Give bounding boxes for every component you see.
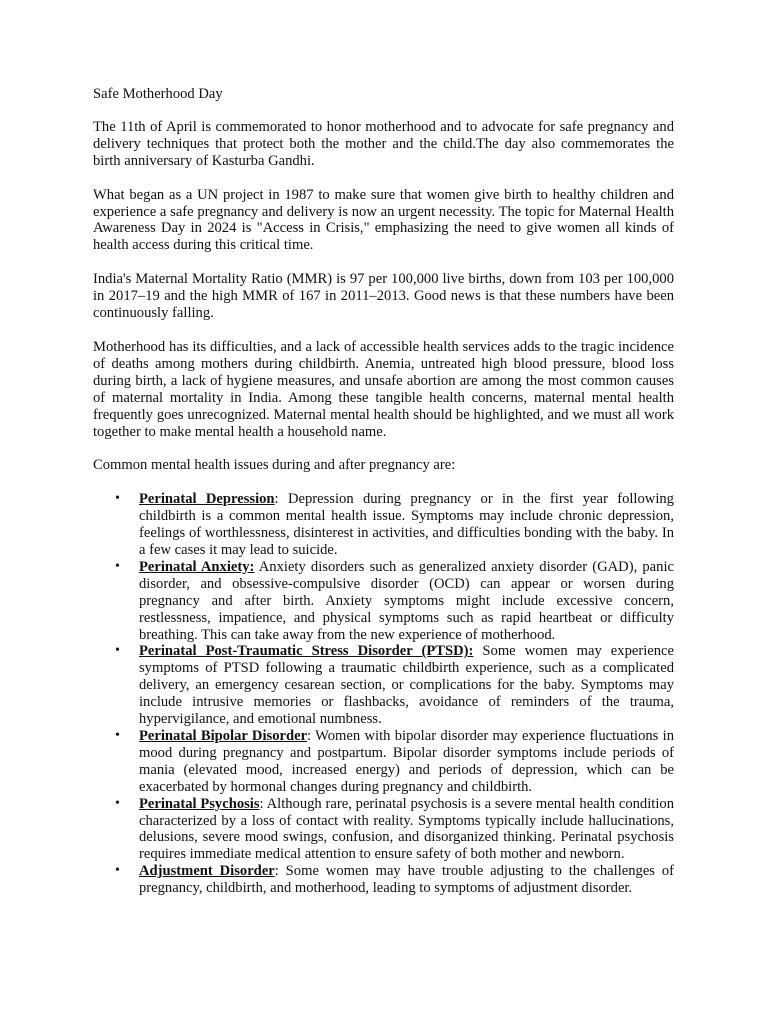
document-title: Safe Motherhood Day xyxy=(93,86,223,102)
bullet-icon: • xyxy=(115,795,120,811)
bullet-icon: • xyxy=(115,558,120,574)
paragraph-intro: The 11th of April is commemorated to honor motherhood and to advocate for safe pregnancy and delivery techniques that protect both the mother and the child.The day also commemorates the birth anniversary of Kasturba Gandhi. xyxy=(93,118,674,169)
issue-term: Perinatal Post-Traumatic Stress Disorder (PTSD): xyxy=(139,643,474,660)
list-item-perinatal-psychosis xyxy=(93,796,674,864)
issue-separator: : xyxy=(274,491,279,508)
issue-term: Perinatal Anxiety: xyxy=(139,558,255,575)
issue-description: Depression during pregnancy or in the first year following childbirth is a common mental health issue. Symptoms may include chronic depression, feelings of worthlessness, disinterest in activities, and difficulties bonding with the baby. In a few cases it may lead to suicide. xyxy=(139,491,674,559)
paragraph-history: What began as a UN project in 1987 to make sure that women give birth to healthy children and experience a safe pregnancy and delivery is now an urgent necessity. The topic for Maternal Health Awareness Day in 2024 is "Access in Crisis," emphasizing the need to give women all kinds of health access during this critical time. xyxy=(93,186,674,254)
mental-health-issues-list xyxy=(93,491,674,897)
list-item-perinatal-bipolar-disorder xyxy=(93,728,674,796)
list-item-adjustment-disorder xyxy=(93,863,674,897)
issue-term: Adjustment Disorder xyxy=(139,863,275,880)
bullet-icon: • xyxy=(115,728,120,743)
bullet-icon: • xyxy=(115,491,120,507)
paragraph-difficulties: Motherhood has its difficulties, and a lack of accessible health services adds to the tragic incidence of deaths among mothers during childbirth. Anemia, untreated high blood pressure, blood loss during birth, a lack of hygiene measures, and unsafe abortion are among the most common causes of maternal mortality in India. Among these tangible health concerns, maternal mental health frequently goes unrecognized. Maternal mental health should be highlighted, and we must all work together to make mental health a household name. xyxy=(93,338,674,440)
paragraph-mmr: India's Maternal Mortality Ratio (MMR) is 97 per 100,000 live births, down from 103 per 100,000 in 2017–19 and the high MMR of 167 in 2011–2013. Good news is that these numbers have been continuously falling. xyxy=(93,271,674,322)
list-item-perinatal-ptsd xyxy=(93,643,674,728)
issue-separator: : xyxy=(259,795,264,812)
issue-separator: : xyxy=(307,728,312,744)
issue-separator: : xyxy=(274,863,279,880)
issue-term: Perinatal Depression xyxy=(139,491,275,508)
document-body xyxy=(93,86,674,897)
issue-description: Some women may experience symptoms of PTSD following a traumatic childbirth experience, such as a complicated delivery, an emergency cesarean section, or complications for the baby. Symptoms may include intrusive memories or flashbacks, avoidance of reminders of the trauma, hypervigilance, and emotional numbness. xyxy=(139,643,674,728)
bullet-icon: • xyxy=(115,863,120,879)
issue-term: Perinatal Psychosis xyxy=(139,795,260,812)
issue-description: Some women may have trouble adjusting to the challenges of pregnancy, childbirth, and motherhood, leading to symptoms of adjustment disorder. xyxy=(139,863,674,897)
issue-description: Although rare, perinatal psychosis is a severe mental health condition characterized by a loss of contact with reality. Symptoms typically include hallucinations, delusions, severe mood swings, confusion, and disorganized thinking. Perinatal psychosis requires immediate medical attention to ensure safety of both mother and newborn. xyxy=(139,795,674,863)
bullet-icon: • xyxy=(115,643,120,659)
list-item-perinatal-anxiety xyxy=(93,559,674,644)
issue-description: Women with bipolar disorder may experience fluctuations in mood during pregnancy and postpartum. Bipolar disorder symptoms include periods of mania (elevated mood, increased energy) and periods of depression, which can be exacerbated by hormonal changes during pregnancy and childbirth. xyxy=(139,728,674,795)
issue-description: Anxiety disorders such as generalized anxiety disorder (GAD), panic disorder, and obsessive-compulsive disorder (OCD) can appear or worsen during pregnancy and after birth. Anxiety symptoms might include excessive concern, restlessness, impatience, and physical symptoms such as rapid heartbeat or difficulty breathing. This can take away from the new experience of motherhood. xyxy=(139,558,674,643)
list-intro: Common mental health issues during and after pregnancy are: xyxy=(93,457,456,474)
issue-term: Perinatal Bipolar Disorder xyxy=(139,728,308,744)
list-item-perinatal-depression xyxy=(93,491,674,559)
